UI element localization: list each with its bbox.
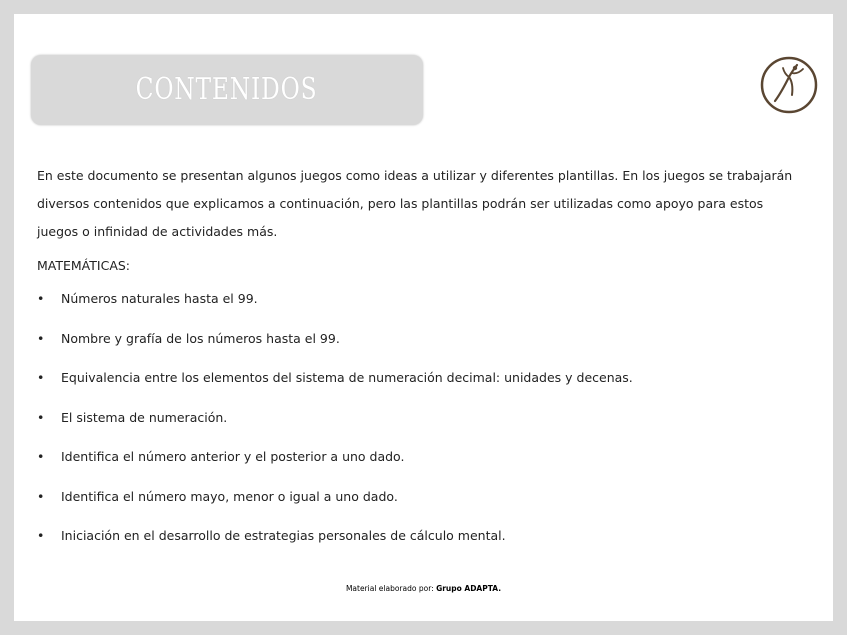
bullet-icon: •: [37, 370, 45, 385]
footer-credit: [14, 584, 833, 593]
title-banner: [31, 55, 423, 125]
content-area: [37, 162, 807, 567]
document-page: [14, 14, 833, 621]
climber-logo-icon: [759, 55, 819, 115]
list-item-text: Identifica el número mayo, menor o igual a uno dado.: [61, 488, 398, 504]
list-item-text: Equivalencia entre los elementos del sistema de numeración decimal: unidades y decenas.: [61, 370, 633, 385]
content-list: [37, 290, 807, 567]
bullet-icon: •: [37, 330, 45, 346]
list-item: [37, 409, 807, 449]
list-item-text: Números naturales hasta el 99.: [61, 291, 258, 306]
bullet-icon: •: [37, 449, 45, 464]
list-item-text: El sistema de numeración.: [61, 409, 228, 425]
list-item: [37, 488, 807, 528]
list-item-text: Nombre y grafía de los números hasta el 99.: [61, 330, 340, 346]
section-heading: MATEMÁTICAS:: [37, 258, 131, 273]
footer-prefix: Material elaborado por:: [345, 584, 437, 593]
bullet-icon: •: [37, 528, 45, 543]
list-item: [37, 369, 807, 409]
list-item: [37, 527, 807, 567]
bullet-icon: •: [37, 291, 45, 306]
list-item: [37, 330, 807, 370]
list-item-text: Identifica el número anterior y el posterior a uno dado.: [61, 449, 405, 464]
bullet-icon: •: [37, 409, 45, 425]
bullet-icon: •: [37, 488, 45, 504]
list-item: [37, 448, 807, 488]
intro-paragraph: En este documento se presentan algunos juegos como ideas a utilizar y diferentes plantillas. En los juegos se trabajarán diversos contenidos que explicamos a continuación, pero las plantillas podrán ser utilizadas como apoyo para estos juegos o infinidad de actividades más.: [37, 168, 793, 239]
footer-author: Grupo ADAPTA.: [436, 584, 502, 593]
list-item-text: Iniciación en el desarrollo de estrategias personales de cálculo mental.: [61, 528, 506, 543]
list-item: [37, 290, 807, 330]
page-title: CONTENIDOS: [136, 72, 318, 107]
